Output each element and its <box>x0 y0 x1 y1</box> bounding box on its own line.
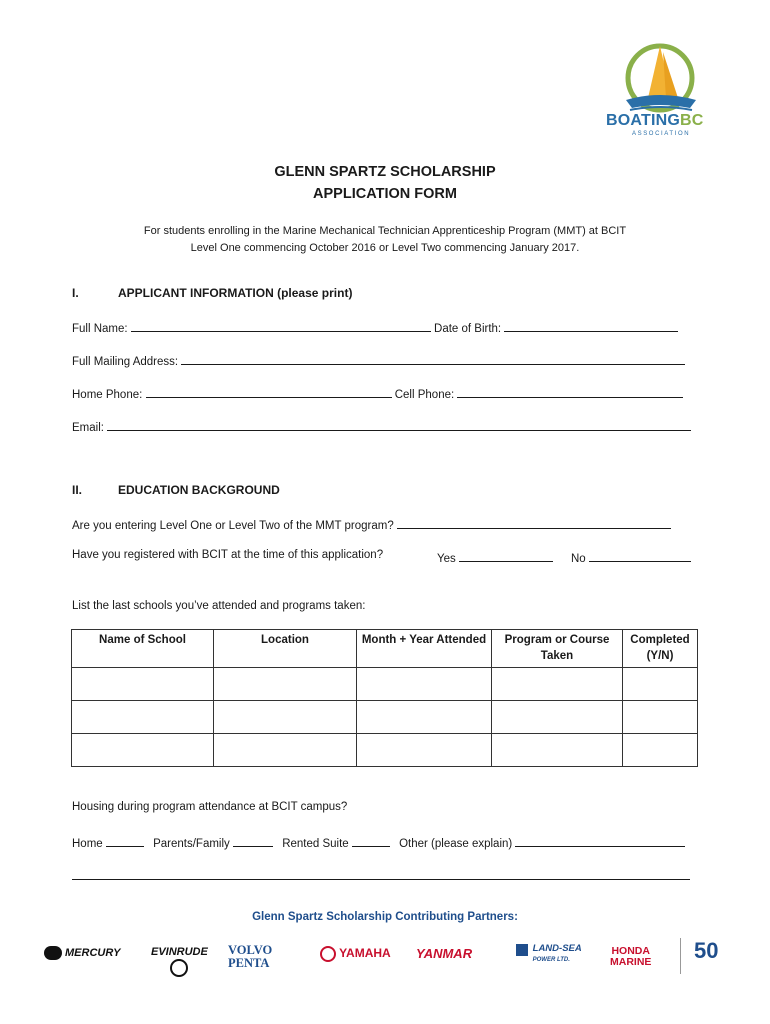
yamaha-emblem-icon <box>320 946 336 962</box>
no-field[interactable] <box>589 549 691 562</box>
section1-number: I. <box>72 286 79 300</box>
cell-phone-field[interactable] <box>457 385 683 398</box>
intro-line2: Level One commencing October 2016 or Level Two commencing January 2017. <box>190 242 580 254</box>
table-cell[interactable] <box>214 734 357 767</box>
email-field[interactable] <box>107 418 691 431</box>
table-cell[interactable] <box>72 734 214 767</box>
email-label: Email: <box>72 422 104 434</box>
mercury-logo: MERCURY <box>44 946 120 960</box>
registered-no-row <box>571 549 691 565</box>
registered-yes-row <box>437 549 553 565</box>
address-label: Full Mailing Address: <box>72 356 179 368</box>
home-phone-label: Home Phone: <box>72 389 143 401</box>
table-header: Name of School <box>72 630 214 668</box>
table-header: Completed (Y/N) <box>623 630 698 668</box>
housing-home-label: Home <box>72 838 103 850</box>
table-row <box>72 668 698 701</box>
full-name-label: Full Name: <box>72 323 128 335</box>
table-header: Program or Course Taken <box>492 630 623 668</box>
table-cell[interactable] <box>623 668 698 701</box>
table-cell[interactable] <box>357 701 492 734</box>
section1-title: APPLICANT INFORMATION (please print) <box>118 286 353 300</box>
table-cell[interactable] <box>357 734 492 767</box>
full-name-field[interactable] <box>131 319 431 332</box>
registered-question: Have you registered with BCIT at the time of this application? <box>72 549 384 561</box>
evinrude-emblem-icon <box>170 959 188 977</box>
address-row <box>72 352 685 368</box>
email-row <box>72 418 691 434</box>
housing-rented-field[interactable] <box>352 834 390 847</box>
table-header: Location <box>214 630 357 668</box>
yanmar-logo: YANMAR <box>416 946 473 961</box>
partners-title: Glenn Spartz Scholarship Contributing Partners: <box>252 911 518 923</box>
table-cell[interactable] <box>492 701 623 734</box>
evinrude-logo: EVINRUDE <box>151 946 208 977</box>
address-field[interactable] <box>181 352 685 365</box>
home-phone-field[interactable] <box>146 385 392 398</box>
honda-marine-logo: HONDA MARINE <box>610 945 652 968</box>
housing-parents-label: Parents/Family <box>153 838 230 850</box>
housing-question: Housing during program attendance at BCIT campus? <box>72 801 348 813</box>
table-cell[interactable] <box>492 668 623 701</box>
dob-field[interactable] <box>504 319 678 332</box>
mercury-emblem-icon <box>44 946 62 960</box>
housing-rented-label: Rented Suite <box>282 838 349 850</box>
cell-phone-label: Cell Phone: <box>394 389 455 401</box>
table-cell[interactable] <box>492 734 623 767</box>
housing-other-label: Other (please explain) <box>399 838 513 850</box>
partner-divider <box>680 938 681 974</box>
logo-subtitle: ASSOCIATION <box>632 131 691 137</box>
explain-line-field[interactable] <box>72 879 690 880</box>
level-question-label: Are you entering Level One or Level Two of the MMT program? <box>72 520 394 532</box>
section2-number: II. <box>72 483 83 497</box>
level-field[interactable] <box>397 516 671 529</box>
fifty-year-logo: 50 <box>694 938 719 963</box>
table-row <box>72 701 698 734</box>
land-sea-logo: LAND-SEA POWER LTD. <box>516 944 582 965</box>
schools-table <box>71 629 698 767</box>
table-cell[interactable] <box>623 701 698 734</box>
intro-line1: For students enrolling in the Marine Mechanical Technician Apprenticeship Program (MMT) at BCIT <box>143 225 627 237</box>
volvo-penta-logo: VOLVO PENTA <box>228 943 273 970</box>
table-cell[interactable] <box>623 734 698 767</box>
table-cell[interactable] <box>72 668 214 701</box>
housing-parents-field[interactable] <box>233 834 273 847</box>
section2-title: EDUCATION BACKGROUND <box>118 483 280 497</box>
form-title-line2: APPLICATION FORM <box>313 186 457 202</box>
yamaha-logo: YAMAHA <box>320 946 391 962</box>
schools-list-label: List the last schools you’ve attended and programs taken: <box>72 600 366 612</box>
full-name-row <box>72 319 678 335</box>
form-title-line1: GLENN SPARTZ SCHOLARSHIP <box>274 164 496 180</box>
table-cell[interactable] <box>357 668 492 701</box>
table-cell[interactable] <box>214 668 357 701</box>
yes-field[interactable] <box>459 549 553 562</box>
yes-label: Yes <box>437 553 456 565</box>
table-row <box>72 734 698 767</box>
logo-wordmark: BOATINGBC <box>606 112 704 129</box>
table-cell[interactable] <box>214 701 357 734</box>
housing-options-row <box>72 834 685 850</box>
housing-home-field[interactable] <box>106 834 144 847</box>
level-question-row <box>72 516 671 532</box>
dob-label: Date of Birth: <box>434 323 502 335</box>
land-sea-emblem-icon <box>516 944 528 956</box>
table-header: Month + Year Attended <box>357 630 492 668</box>
no-label: No <box>571 553 586 565</box>
table-cell[interactable] <box>72 701 214 734</box>
housing-other-field[interactable] <box>515 834 685 847</box>
phone-row <box>72 385 683 401</box>
